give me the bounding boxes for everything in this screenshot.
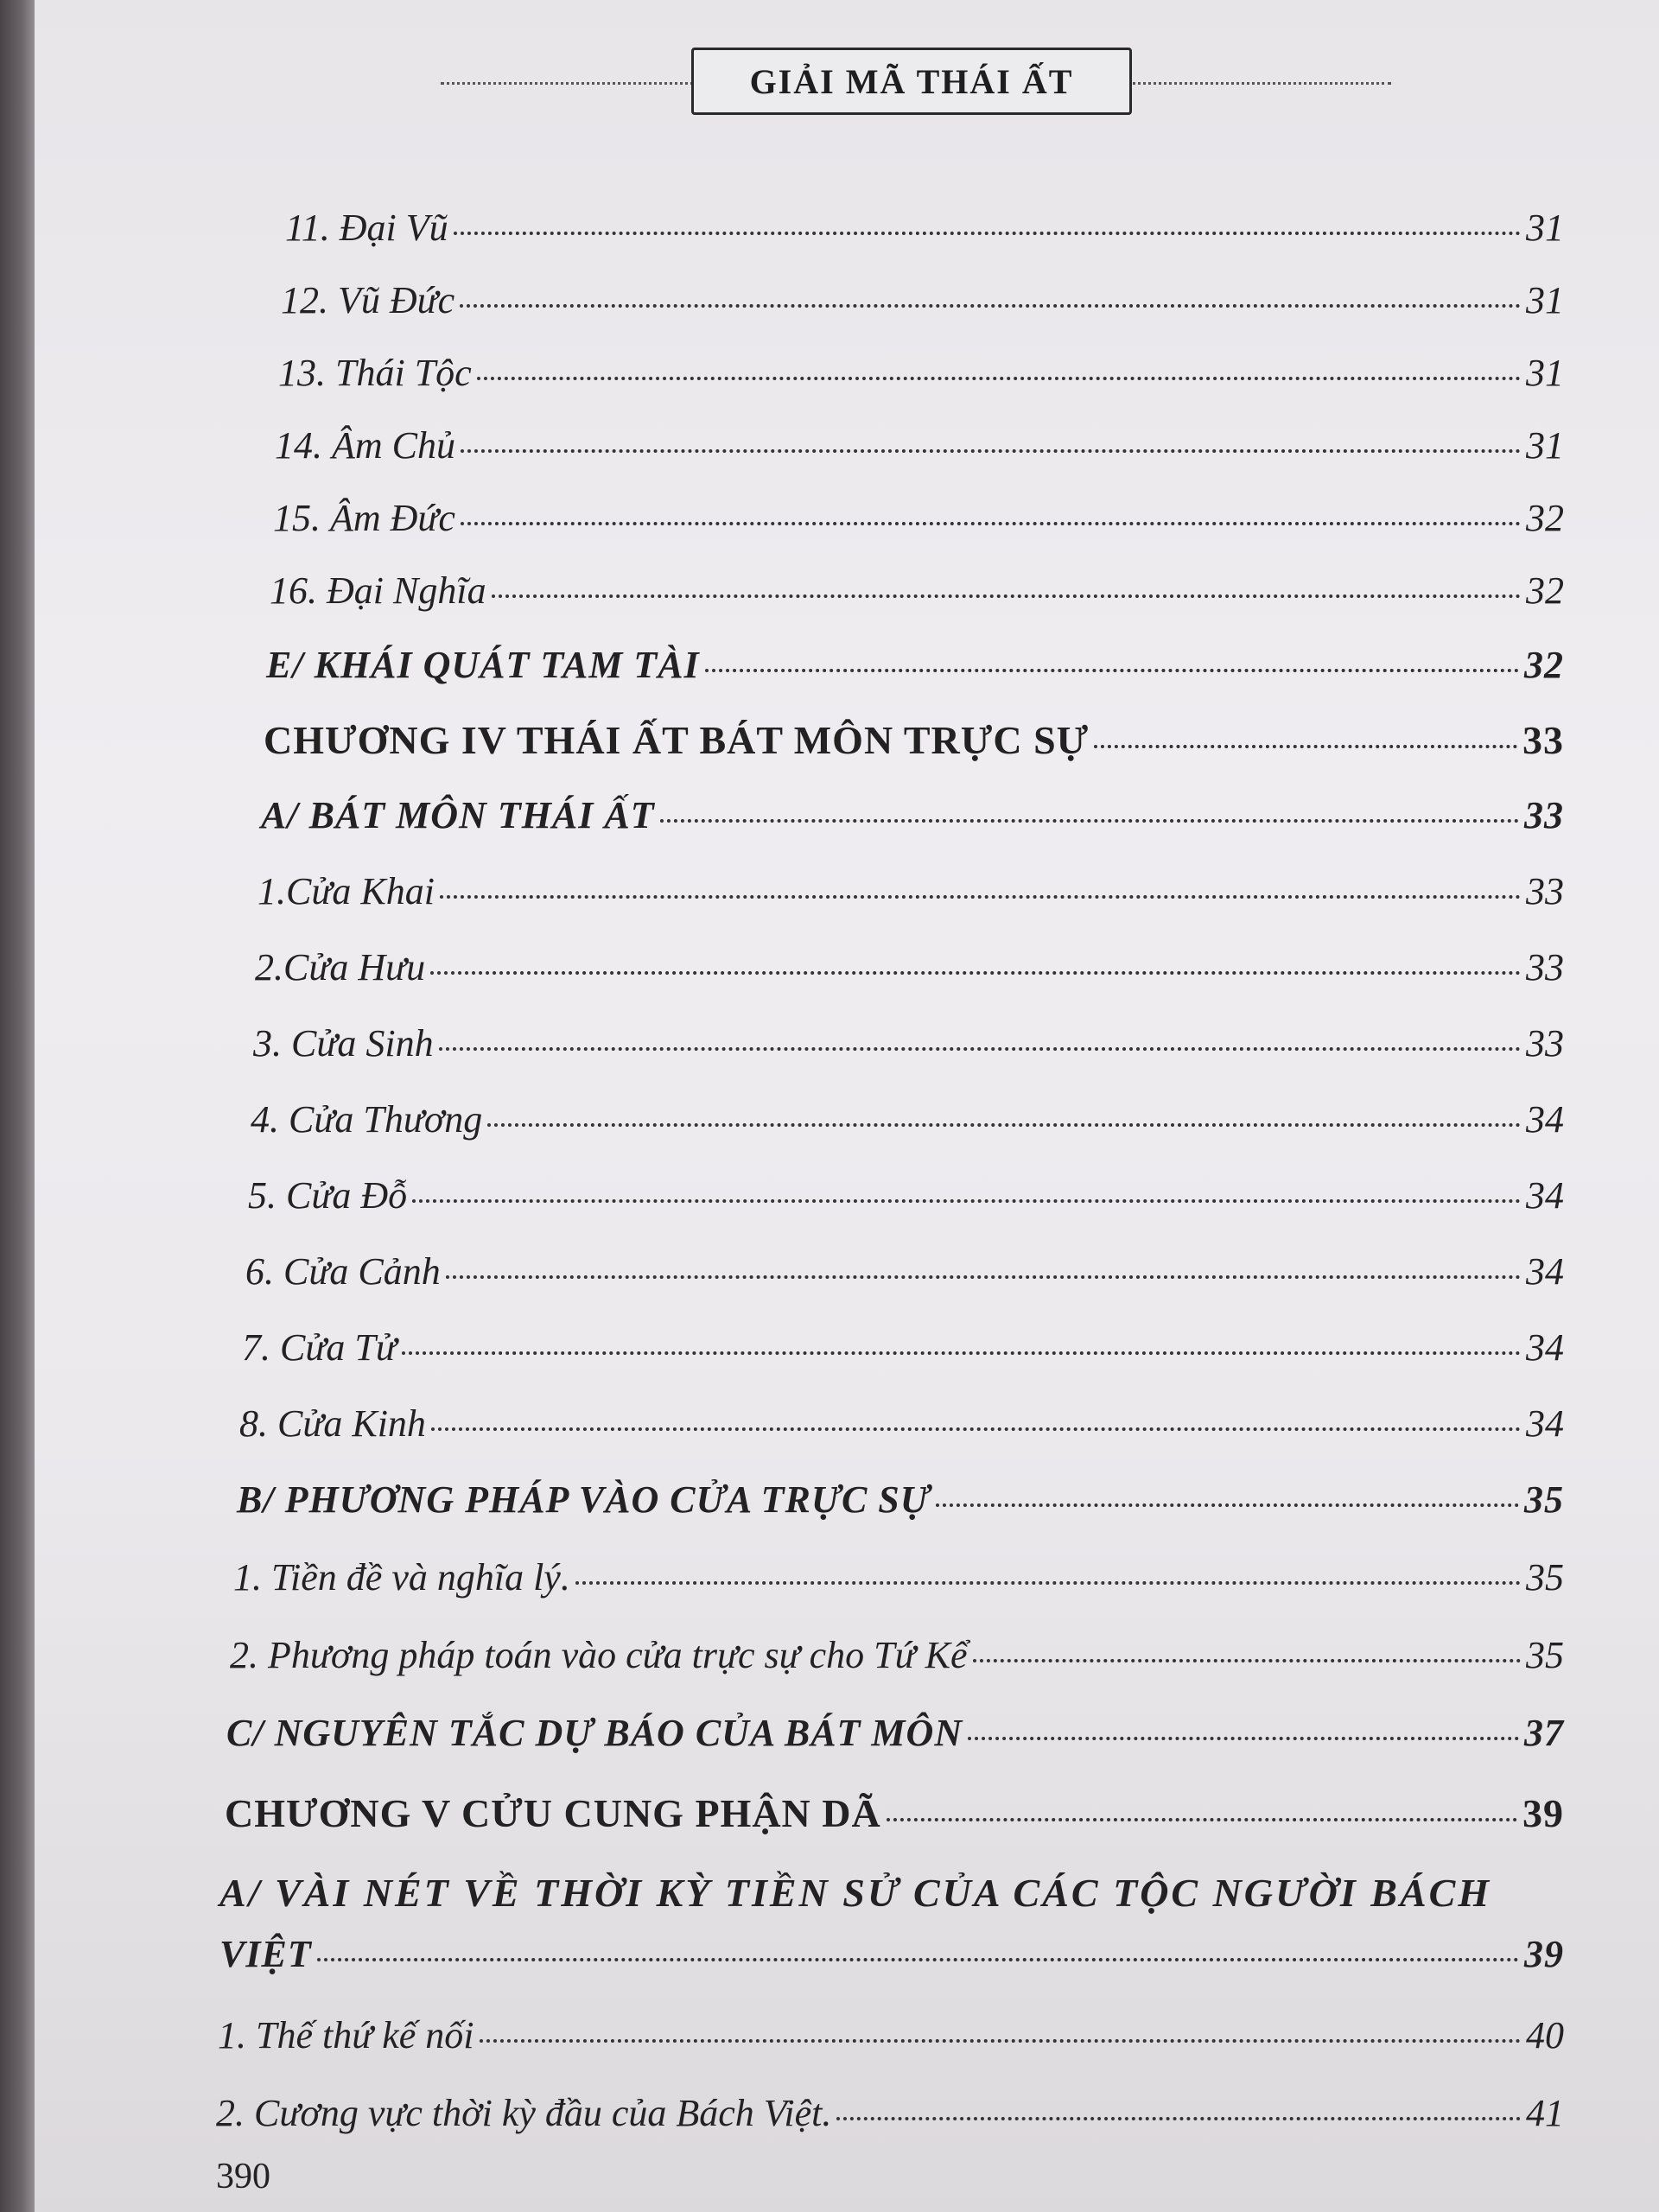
toc-entry-page: 41 bbox=[1526, 2092, 1564, 2134]
toc-entry-label: 8. Cửa Kinh bbox=[239, 1402, 426, 1445]
toc-entry bbox=[273, 496, 1564, 548]
toc-entry bbox=[245, 1249, 1564, 1301]
toc-section-entry bbox=[266, 643, 1564, 695]
toc-leader-dots bbox=[487, 1123, 1521, 1127]
toc-entry-page: 34 bbox=[1526, 1326, 1564, 1369]
toc-entry-page: 35 bbox=[1526, 1634, 1564, 1676]
toc-entry bbox=[270, 569, 1564, 620]
toc-leader-dots bbox=[1094, 745, 1517, 748]
toc-entry-page: 34 bbox=[1526, 1402, 1564, 1445]
toc-entry-label: CHƯƠNG IV THÁI ẤT BÁT MÔN TRỰC SỰ bbox=[264, 718, 1090, 762]
toc-leader-dots bbox=[480, 2039, 1521, 2043]
toc-entry-label: B/ PHƯƠNG PHÁP VÀO CỬA TRỰC SỰ bbox=[237, 1478, 931, 1521]
page-number: 390 bbox=[216, 2157, 270, 2196]
toc-entry bbox=[239, 1402, 1564, 1453]
toc-entry-label: E/ KHÁI QUÁT TAM TÀI bbox=[266, 644, 700, 686]
toc-leader-dots bbox=[431, 1427, 1521, 1431]
toc-entry bbox=[255, 945, 1564, 997]
toc-entry bbox=[248, 1173, 1564, 1225]
toc-section-entry bbox=[226, 1711, 1564, 1763]
toc-entry-label: A/ BÁT MÔN THÁI ẤT bbox=[261, 794, 655, 836]
toc-entry-label: 16. Đại Nghĩa bbox=[270, 569, 486, 612]
toc-entry bbox=[275, 423, 1564, 475]
toc-entry-page: 31 bbox=[1526, 279, 1564, 321]
toc-entry bbox=[257, 869, 1564, 921]
toc-chapter-entry bbox=[264, 717, 1564, 769]
toc-entry-page: 33 bbox=[1522, 718, 1564, 762]
toc-entry-label: 1. Thế thứ kế nối bbox=[218, 2014, 474, 2056]
toc-entry-label: 5. Cửa Đỗ bbox=[248, 1174, 408, 1217]
toc-entry-label: 6. Cửa Cảnh bbox=[245, 1250, 441, 1293]
toc-entry-label: 11. Đại Vũ bbox=[285, 207, 448, 249]
toc-section-entry-line1: A/ VÀI NÉT VỀ THỜI KỲ TIỀN SỬ CỦA CÁC TỘC NGƯỜI BÁCH bbox=[219, 1871, 1492, 1915]
toc-entry-page: 34 bbox=[1526, 1174, 1564, 1217]
toc-leader-dots bbox=[575, 1581, 1521, 1585]
toc-entry-label: VIỆT bbox=[219, 1933, 312, 1975]
toc-entry bbox=[233, 1555, 1564, 1607]
toc-leader-dots bbox=[705, 669, 1519, 672]
toc-leader-dots bbox=[412, 1199, 1521, 1203]
toc-leader-dots bbox=[461, 522, 1521, 525]
toc-entry bbox=[253, 1021, 1564, 1073]
header-title: GIẢI MÃ THÁI ẤT bbox=[691, 48, 1132, 115]
toc-entry-label: 2.Cửa Hưu bbox=[255, 946, 426, 988]
toc-chapter-entry bbox=[225, 1790, 1564, 1842]
toc-leader-dots bbox=[836, 2117, 1521, 2120]
toc-entry-label: 1. Tiền đề và nghĩa lý. bbox=[233, 1556, 570, 1599]
toc-entry-label: 4. Cửa Thương bbox=[251, 1098, 483, 1141]
toc-leader-dots bbox=[477, 377, 1521, 380]
toc-entry bbox=[218, 2013, 1564, 2065]
toc-entry-page: 40 bbox=[1526, 2014, 1564, 2056]
toc-entry-page: 35 bbox=[1526, 1556, 1564, 1599]
toc-entry-label: 14. Âm Chủ bbox=[275, 424, 455, 467]
toc-entry-page: 34 bbox=[1526, 1250, 1564, 1293]
toc-entry-page: 34 bbox=[1526, 1098, 1564, 1141]
toc-entry-label: 2. Cương vực thời kỳ đầu của Bách Việt. bbox=[216, 2092, 832, 2134]
toc-entry bbox=[278, 351, 1564, 403]
toc-entry-label: 12. Vũ Đức bbox=[281, 279, 455, 321]
toc-entry-page: 37 bbox=[1524, 1712, 1564, 1754]
toc-entry-label: 3. Cửa Sinh bbox=[253, 1022, 434, 1065]
toc-entry-page: 32 bbox=[1524, 644, 1564, 686]
toc-entry-label: 1.Cửa Khai bbox=[257, 870, 435, 912]
toc-section-entry bbox=[261, 793, 1564, 845]
toc-leader-dots bbox=[887, 1818, 1517, 1821]
toc-entry-page: 33 bbox=[1526, 946, 1564, 988]
toc-leader-dots bbox=[439, 1047, 1521, 1051]
toc-leader-dots bbox=[492, 594, 1521, 598]
toc-leader-dots bbox=[430, 971, 1521, 975]
toc-entry bbox=[251, 1097, 1564, 1149]
toc-leader-dots bbox=[968, 1737, 1519, 1740]
toc-entry-label: C/ NGUYÊN TẮC DỰ BÁO CỦA BÁT MÔN bbox=[226, 1712, 963, 1754]
toc-entry-page: 39 bbox=[1522, 1791, 1564, 1835]
toc-entry bbox=[281, 278, 1564, 330]
toc-leader-dots bbox=[446, 1275, 1521, 1279]
toc-entry-page: 33 bbox=[1526, 870, 1564, 912]
table-of-contents bbox=[35, 0, 1659, 2212]
toc-leader-dots bbox=[660, 819, 1519, 823]
toc-entry-page: 31 bbox=[1526, 424, 1564, 467]
toc-entry bbox=[242, 1325, 1564, 1377]
toc-entry-page: 35 bbox=[1524, 1478, 1564, 1521]
toc-leader-dots bbox=[454, 232, 1521, 235]
toc-entry-label: 2. Phương pháp toán vào cửa trực sự cho Tứ Kể bbox=[230, 1634, 968, 1676]
toc-leader-dots bbox=[461, 449, 1521, 453]
toc-entry-label: 15. Âm Đức bbox=[273, 497, 455, 539]
toc-entry-page: 32 bbox=[1526, 569, 1564, 612]
toc-entry bbox=[216, 2091, 1564, 2143]
toc-leader-dots bbox=[440, 895, 1521, 899]
toc-leader-dots bbox=[317, 1958, 1519, 1961]
toc-entry-page: 32 bbox=[1526, 497, 1564, 539]
toc-entry-label: CHƯƠNG V CỬU CUNG PHẬN DÃ bbox=[225, 1791, 881, 1835]
toc-section-entry bbox=[219, 1932, 1564, 1984]
toc-section-entry bbox=[237, 1478, 1564, 1529]
toc-entry-page: 33 bbox=[1526, 1022, 1564, 1065]
toc-entry bbox=[285, 206, 1564, 257]
book-page bbox=[35, 0, 1659, 2212]
toc-leader-dots bbox=[460, 304, 1521, 308]
toc-leader-dots bbox=[402, 1351, 1521, 1355]
toc-entry-page: 31 bbox=[1526, 207, 1564, 249]
toc-entry-page: 39 bbox=[1524, 1933, 1564, 1975]
toc-leader-dots bbox=[973, 1659, 1521, 1662]
toc-leader-dots bbox=[936, 1503, 1519, 1507]
toc-entry-label: 13. Thái Tộc bbox=[278, 352, 472, 394]
toc-entry bbox=[230, 1633, 1564, 1685]
toc-entry-page: 31 bbox=[1526, 352, 1564, 394]
toc-entry-label: 7. Cửa Tử bbox=[242, 1326, 397, 1369]
toc-entry-page: 33 bbox=[1524, 794, 1564, 836]
